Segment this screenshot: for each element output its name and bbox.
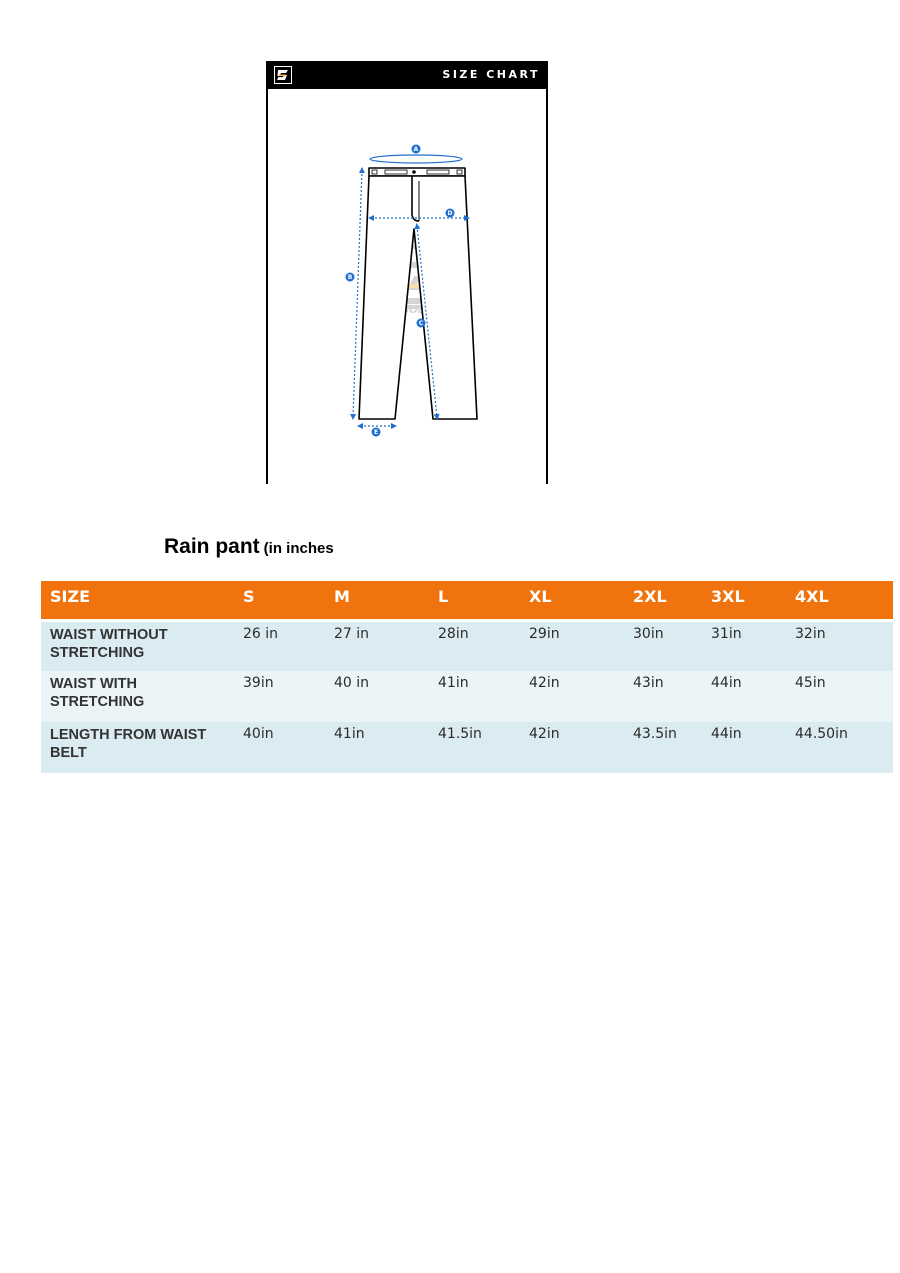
svg-text:B: B bbox=[347, 274, 353, 282]
svg-text:E: E bbox=[373, 429, 379, 437]
row-label: WAIST WITHOUT STRETCHING bbox=[41, 620, 234, 671]
row-label: LENGTH FROM WAIST BELT bbox=[41, 722, 234, 773]
header-cell-s: S bbox=[234, 581, 325, 620]
table-cell: 31in bbox=[702, 620, 786, 671]
svg-text:D: D bbox=[447, 210, 453, 218]
waist-button bbox=[412, 170, 416, 174]
table-cell: 41in bbox=[429, 671, 520, 722]
table-cell: 28in bbox=[429, 620, 520, 671]
table-cell: 43.5in bbox=[624, 722, 702, 773]
size-table bbox=[41, 581, 893, 773]
table-cell: 44in bbox=[702, 671, 786, 722]
table-cell: 30in bbox=[624, 620, 702, 671]
header-cell-xl: XL bbox=[520, 581, 624, 620]
table-cell: 26 in bbox=[234, 620, 325, 671]
product-name: Rain pant bbox=[164, 535, 260, 558]
table-cell: 39in bbox=[234, 671, 325, 722]
marker-e bbox=[372, 428, 381, 437]
header-cell-m: M bbox=[325, 581, 429, 620]
table-cell: 32in bbox=[786, 620, 893, 671]
table-cell: 43in bbox=[624, 671, 702, 722]
table-row bbox=[41, 671, 893, 722]
svg-text:A: A bbox=[413, 146, 419, 154]
table-cell: 27 in bbox=[325, 620, 429, 671]
marker-a bbox=[412, 145, 421, 154]
pants-measurement-diagram bbox=[268, 89, 546, 484]
table-cell: 44in bbox=[702, 722, 786, 773]
marker-b bbox=[346, 273, 355, 282]
unit-note: (in inches bbox=[263, 540, 334, 557]
table-cell: 29in bbox=[520, 620, 624, 671]
marker-c bbox=[417, 319, 426, 328]
table-cell: 42in bbox=[520, 671, 624, 722]
size-chart-card bbox=[266, 61, 548, 484]
product-title bbox=[164, 535, 334, 559]
header-cell-4xl: 4XL bbox=[786, 581, 893, 620]
header-cell-l: L bbox=[429, 581, 520, 620]
waist-circumference-ellipse bbox=[370, 155, 462, 163]
size-chart-header bbox=[268, 61, 546, 89]
table-cell: 41in bbox=[325, 722, 429, 773]
size-chart-title: SIZE CHART bbox=[442, 68, 540, 81]
table-cell: 40 in bbox=[325, 671, 429, 722]
row-label: WAIST WITH STRETCHING bbox=[41, 671, 234, 722]
brand-logo-icon bbox=[274, 66, 292, 84]
table-row bbox=[41, 620, 893, 671]
table-cell: 40in bbox=[234, 722, 325, 773]
table-cell: 44.50in bbox=[786, 722, 893, 773]
table-cell: 45in bbox=[786, 671, 893, 722]
table-cell: 41.5in bbox=[429, 722, 520, 773]
header-cell-2xl: 2XL bbox=[624, 581, 702, 620]
table-header-row bbox=[41, 581, 893, 620]
marker-d bbox=[446, 209, 455, 218]
svg-text:C: C bbox=[418, 320, 424, 328]
header-cell-3xl: 3XL bbox=[702, 581, 786, 620]
header-cell-size: SIZE bbox=[41, 581, 234, 620]
table-row bbox=[41, 722, 893, 773]
pants-outline bbox=[359, 168, 477, 419]
table-cell: 42in bbox=[520, 722, 624, 773]
